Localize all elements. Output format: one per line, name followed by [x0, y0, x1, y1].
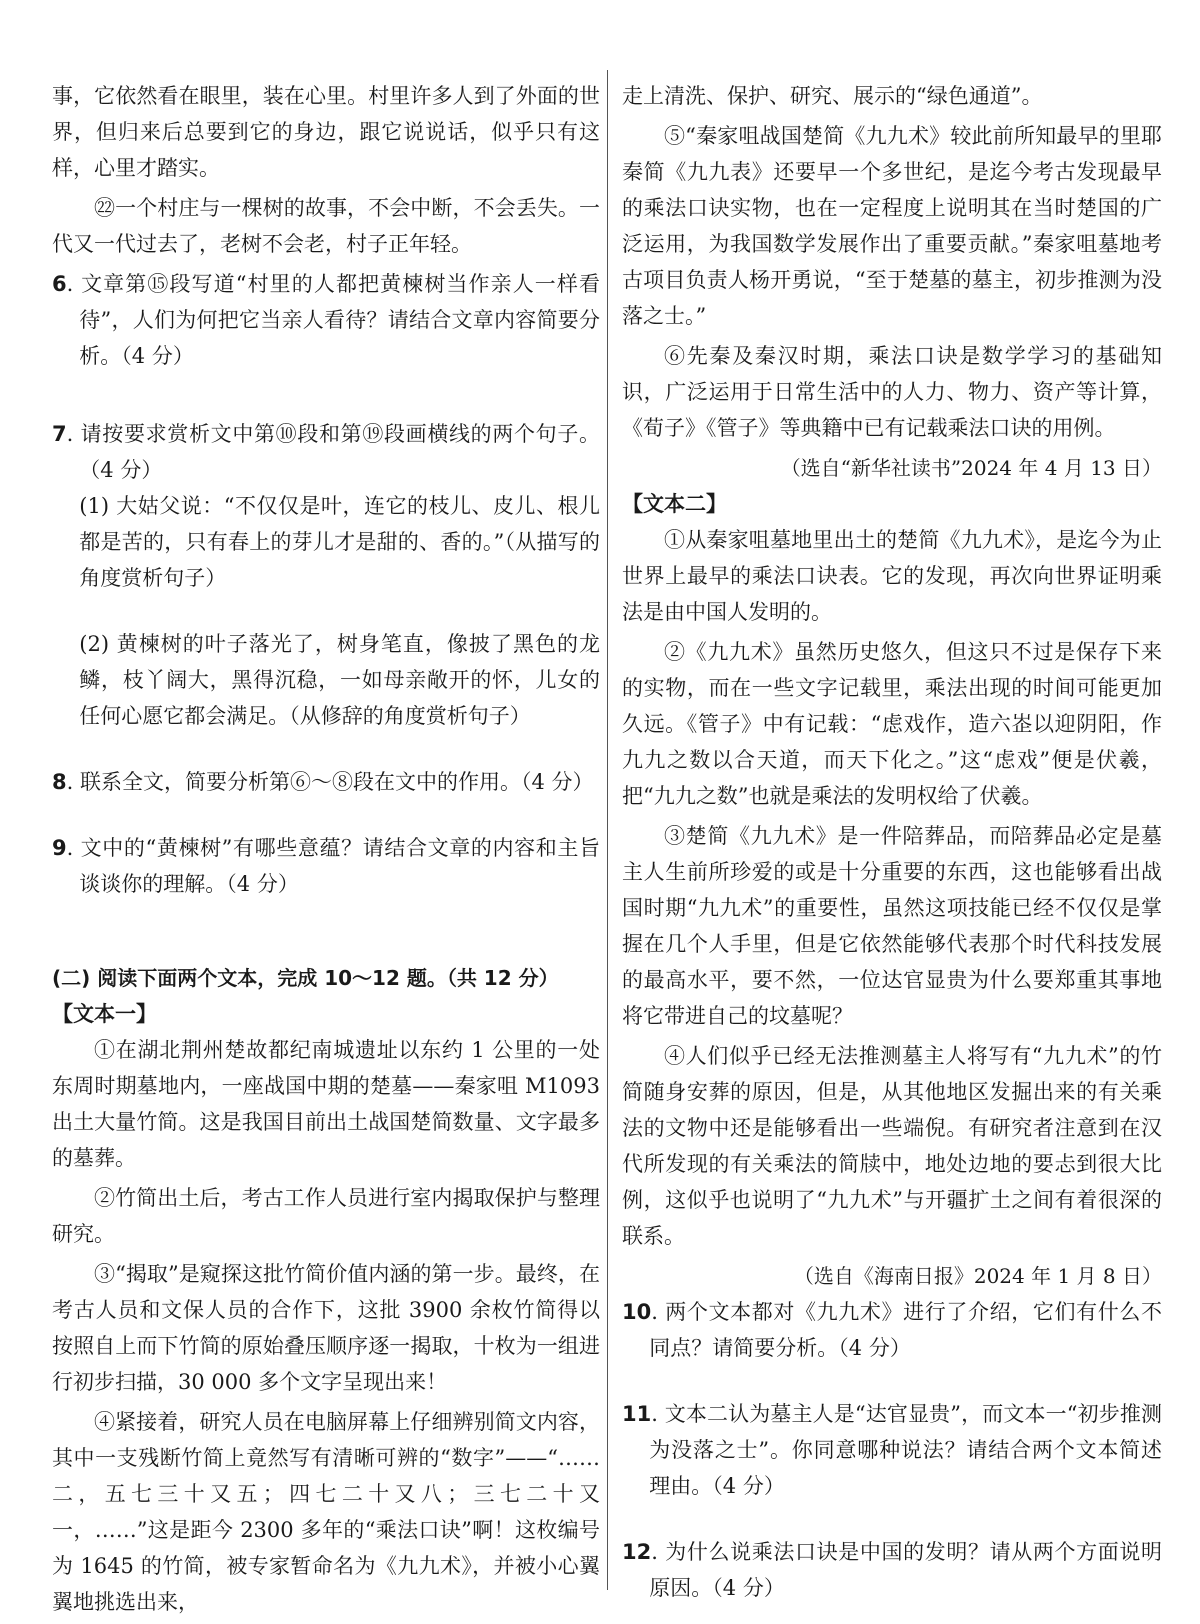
question-10	[622, 1294, 1162, 1366]
question-text: . 文本二认为墓主人是“达官显贵”，而文本一“初步推测为没落之士”。你同意哪种说法？请结合两个文本简述理由。（4 分）	[649, 1402, 1162, 1498]
text-1-paragraph-6: ⑥先秦及秦汉时期，乘法口诀是数学学习的基础知识，广泛运用于日常生活中的人力、物力、资产等计算，《荀子》《管子》等典籍中已有记载乘法口诀的用例。	[622, 344, 1162, 440]
question-12	[622, 1534, 1162, 1606]
question-number: 9	[52, 836, 67, 860]
question-text: . 请按要求赏析文中第⑩段和第⑲段画横线的两个句子。（4 分）	[66, 422, 600, 482]
answer-space	[52, 596, 600, 626]
question-7-sub-1: (1) 大姑父说：“不仅仅是叶，连它的枝儿、皮儿、根儿都是苦的，只有春上的芽儿才是甜的、香的。”（从描写的角度赏析句子）	[79, 494, 600, 590]
story-paragraph-22: ㉒一个村庄与一棵树的故事，不会中断，不会丢失。一代又一代过去了，老树不会老，村子正年轻。	[52, 196, 600, 256]
question-8	[52, 764, 600, 800]
section-2-title: (二) 阅读下面两个文本，完成 10～12 题。（共 12 分）	[52, 966, 559, 990]
text-1-paragraph-3: ③“揭取”是窥探这批竹简价值内涵的第一步。最终，在考古人员和文保人员的合作下，这批 3900 余枚竹简得以按照自上而下竹简的原始叠压顺序逐一揭取，十枚为一组进行初步扫描，30 000 多个文字呈现出来！	[52, 1262, 600, 1394]
answer-space	[622, 1504, 1162, 1534]
text-2-header: 【文本二】	[622, 492, 727, 516]
question-text: . 文中的“黄楝树”有哪些意蕴？请结合文章的内容和主旨谈谈你的理解。（4 分）	[66, 836, 600, 896]
text-1-paragraph-4: ④紧接着，研究人员在电脑屏幕上仔细辨别简文内容，其中一支残断竹简上竟然写有清晰可辨的“数字”——“……二，五七三十又五；四七二十又八；三七二十又一，……”这是距今 2300 多年的“乘法口诀”啊！这枚编号为 1645 的竹简，被专家暂命名为《九九术》，并被小心翼翼地挑选出来，	[52, 1410, 600, 1614]
question-6	[52, 266, 600, 374]
right-column	[622, 78, 1162, 1606]
text-1-paragraph-5: ⑤“秦家咀战国楚简《九九术》较此前所知最早的里耶秦简《九九表》还要早一个多世纪，是迄今考古发现最早的乘法口诀实物，也在一定程度上说明其在当时楚国的广泛运用，为我国数学发展作出了重要贡献。”秦家咀墓地考古项目负责人杨开勇说，“至于楚墓的墓主，初步推测为没落之士。”	[622, 124, 1162, 328]
answer-space	[52, 902, 600, 960]
text-1-header: 【文本一】	[52, 1002, 157, 1026]
question-7	[52, 416, 600, 488]
story-ending-paragraph: 事，它依然看在眼里，装在心里。村里许多人到了外面的世界，但归来后总要到它的身边，跟它说说话，似乎只有这样，心里才踏实。	[52, 84, 600, 180]
question-number: 10	[622, 1300, 652, 1324]
question-text: . 文章第⑮段写道“村里的人都把黄楝树当作亲人一样看待”，人们为何把它当亲人看待？请结合文章内容简要分析。（4 分）	[66, 272, 600, 368]
question-number: 12	[622, 1540, 652, 1564]
column-divider	[607, 70, 608, 1590]
left-column	[52, 78, 600, 1624]
text-2-paragraph-2: ②《九九术》虽然历史悠久，但这只不过是保存下来的实物，而在一些文字记载里，乘法出现的时间可能更加久远。《管子》中有记载：“虑戏作，造六峜以迎阴阳，作九九之数以合天道，而天下化之。”这“虑戏”便是伏羲，把“九九之数”也就是乘法的发明权给了伏羲。	[622, 640, 1162, 808]
answer-space	[52, 734, 600, 764]
answer-space	[52, 800, 600, 830]
answer-space	[52, 374, 600, 416]
question-text: . 为什么说乘法口诀是中国的发明？请从两个方面说明原因。（4 分）	[649, 1540, 1162, 1600]
question-9	[52, 830, 600, 902]
text-1-paragraph-1: ①在湖北荆州楚故都纪南城遗址以东约 1 公里的一处东周时期墓地内，一座战国中期的楚墓——秦家咀 M1093 出土大量竹简。这是我国目前出土战国楚简数量、文字最多的墓葬。	[52, 1038, 600, 1170]
text-1-source: （选自“新华社读书”2024 年 4 月 13 日）	[780, 456, 1162, 480]
question-7-sub-2: (2) 黄楝树的叶子落光了，树身笔直，像披了黑色的龙鳞，枝丫阔大，黑得沉稳，一如母亲敞开的怀，儿女的任何心愿它都会满足。（从修辞的角度赏析句子）	[79, 632, 600, 728]
text-1-paragraph-2: ②竹简出土后，考古工作人员进行室内揭取保护与整理研究。	[52, 1186, 600, 1246]
question-text: . 联系全文，简要分析第⑥～⑧段在文中的作用。（4 分）	[66, 770, 594, 794]
text-2-source: （选自《海南日报》2024 年 1 月 8 日）	[793, 1264, 1162, 1288]
text-2-paragraph-4: ④人们似乎已经无法推测墓主人将写有“九九术”的竹简随身安葬的原因，但是，从其他地区发掘出来的有关乘法的文物中还是能够看出一些端倪。有研究者注意到在汉代所发现的有关乘法的简牍中，地处边地的要忐到很大比例，这似乎也说明了“九九术”与开疆扩土之间有着很深的联系。	[622, 1044, 1162, 1248]
question-number: 7	[52, 422, 67, 446]
answer-space	[622, 1366, 1162, 1396]
question-number: 11	[622, 1402, 652, 1426]
question-number: 8	[52, 770, 67, 794]
question-11	[622, 1396, 1162, 1504]
text-2-paragraph-1: ①从秦家咀墓地里出土的楚简《九九术》，是迄今为止世界上最早的乘法口诀表。它的发现，再次向世界证明乘法是由中国人发明的。	[622, 528, 1162, 624]
text-2-paragraph-3: ③楚简《九九术》是一件陪葬品，而陪葬品必定是墓主人生前所珍爱的或是十分重要的东西，这也能够看出战国时期“九九术”的重要性，虽然这项技能已经不仅仅是掌握在几个人手里，但是它依然能够代表那个时代科技发展的最高水平，要不然，一位达官显贵为什么要郑重其事地将它带进自己的坟墓呢？	[622, 824, 1162, 1028]
text-1-paragraph-4-continued: 走上清洗、保护、研究、展示的“绿色通道”。	[622, 84, 1043, 108]
question-number: 6	[52, 272, 67, 296]
question-text: . 两个文本都对《九九术》进行了介绍，它们有什么不同点？请简要分析。（4 分）	[649, 1300, 1162, 1360]
